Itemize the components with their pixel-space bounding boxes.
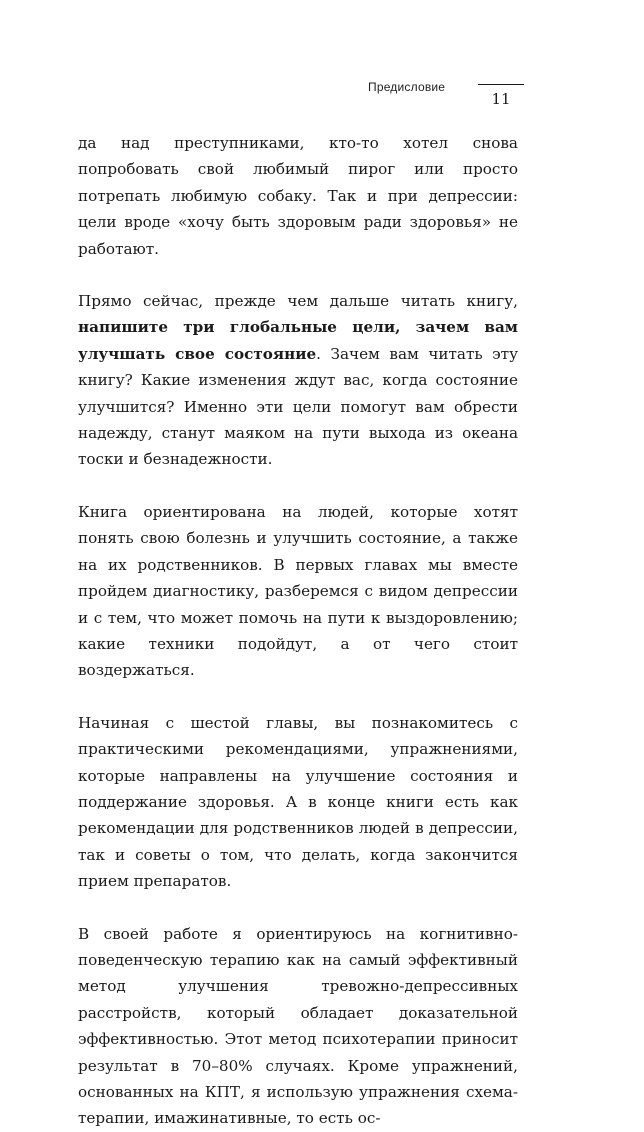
paragraph-4: Начиная с шестой главы, вы познакомитесь с практическими рекомендациями, упражнениями, которые направлены на улучшение состояния и поддержание здоровья. А в конце книги есть как рекомендации для родственников людей в депрессии, так и советы о том, что делать, когда закончится прием препаратов. xyxy=(78,713,518,891)
paragraph-2-lead: Прямо сейчас, прежде чем дальше читать книгу, xyxy=(78,292,518,311)
body-text xyxy=(78,130,518,1132)
paragraph-5: В своей работе я ориентируюсь на когнитивно-поведенческую терапию как на самый эффективный метод улучшения тревожно-депрессивных расстройств, который обладает доказательной эффективностью. Этот метод психотерапии приносит результат в 70–80% случаях. Кроме упражнений, основанных на КПТ, я использую упражнения схема-терапии, имажинативные, то есть ос- xyxy=(78,924,518,1128)
paragraph-1: да над преступниками, кто-то хотел снова попробовать свой любимый пирог или просто потрепать любимую собаку. Так и при депрессии: цели вроде «хочу быть здоровым ради здоровья» не работают. xyxy=(78,134,518,258)
page-number-rule xyxy=(478,84,524,85)
paragraph-2-emphasis: напишите три глобальные цели, зачем вам улучшать свое состояние xyxy=(78,318,518,363)
paragraph-3: Книга ориентирована на людей, которые хотят понять свою болезнь и улучшить состояние, а также на их родственников. В первых главах мы вместе пройдем диагностику, разберемся с видом депрессии и с тем, что может помочь на пути к выздоровлению; какие техники подойдут, а от чего стоит воздержаться. xyxy=(78,502,518,680)
page-number: 11 xyxy=(491,90,511,108)
paragraph-2 xyxy=(78,288,518,473)
running-head: Предисловие xyxy=(368,80,446,94)
paragraph-2-rest: . Зачем вам читать эту книгу? Какие изменения ждут вас, когда состояние улучшится? Именно эти цели помогут вам обрести надежду, станут маяком на пути выхода из океана тоски и безнадежности. xyxy=(78,344,518,469)
